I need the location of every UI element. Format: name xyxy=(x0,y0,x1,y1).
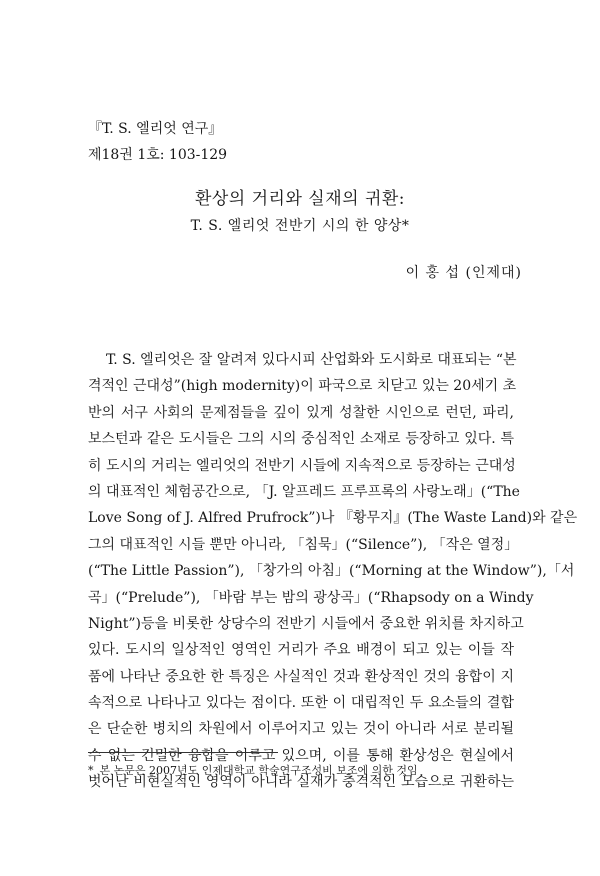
body-line: 있다. 도시의 일상적인 영역인 거리가 주요 배경이 되고 있는 이들 작 xyxy=(88,642,514,659)
body-line: (“The Little Passion”), 「창가의 아침」(“Morning at the Window”),「서 xyxy=(88,563,575,580)
journal-header xyxy=(88,116,227,168)
journal-issue: 제18권 1호: 103-129 xyxy=(88,147,228,163)
footnote-divider xyxy=(88,752,278,753)
journal-name: 『T. S. 엘리엇 연구』 xyxy=(88,121,223,137)
body-line: 히 도시의 거리는 엘리엇의 전반기 시들에 지속적으로 등장하는 근대성 xyxy=(88,457,516,474)
body-line: 은 단순한 병치의 차원에서 이루어지고 있는 것이 아니라 서로 분리될 xyxy=(88,721,514,738)
body-line: 보스턴과 같은 도시들은 그의 시의 중심적인 소재로 등장하고 있다. 특 xyxy=(88,431,514,448)
footnote xyxy=(88,762,418,778)
author-line: 이 홍 섭 (인제대) xyxy=(405,265,522,281)
body-line: 품에 나타난 중요한 한 특징은 사실적인 것과 환상적인 것의 융합이 지 xyxy=(88,668,514,685)
body-line: 곡」(“Prelude”), 「바람 부는 밤의 광상곡」(“Rhapsody on a Windy xyxy=(88,589,534,606)
footnote-mark: * xyxy=(88,764,94,777)
body-line: 속적으로 나타나고 있다는 점이다. 또한 이 대립적인 두 요소들의 결합 xyxy=(88,695,514,712)
body-line: Night”)등을 비롯한 상당수의 전반기 시들에서 중요한 위치를 차지하고 xyxy=(88,615,524,632)
paper-subtitle: T. S. 엘리엇 전반기 시의 한 양상* xyxy=(190,218,410,234)
footnote-text: 본 논문은 2007년도 인제대학교 학술연구조성비 보조에 의한 것임 xyxy=(99,764,418,777)
body-line: 격적인 근대성”(high modernity)이 파국으로 치닫고 있는 20세기 초 xyxy=(88,378,517,395)
body-line: Love Song of J. Alfred Prufrock”)나 『황무지』(The Waste Land)와 같은 xyxy=(88,510,578,527)
body-line: 벗어난 비현실적인 영역이 아니라 실재가 충격적인 모습으로 귀환하는 xyxy=(88,774,514,791)
body-line: 의 대표적인 체험공간으로, 「J. 알프레드 프루프록의 사랑노래」(“The xyxy=(88,483,520,500)
body-paragraph xyxy=(88,347,578,796)
body-line: 반의 서구 사회의 문제점들을 깊이 있게 성찰한 시인으로 런던, 파리, xyxy=(88,404,514,421)
body-line: T. S. 엘리엇은 잘 알려져 있다시피 산업화와 도시화로 대표되는 “본 xyxy=(106,352,517,368)
paper-title: 환상의 거리와 실재의 귀환: xyxy=(194,189,406,209)
body-line: 그의 대표적인 시들 뿐만 아니라, 「침묵」(“Silence”), 「작은 열정」 xyxy=(88,536,519,553)
body-line: 수 없는 긴밀한 융합을 이루고 있으며, 이를 통해 환상성은 현실에서 xyxy=(88,747,514,764)
